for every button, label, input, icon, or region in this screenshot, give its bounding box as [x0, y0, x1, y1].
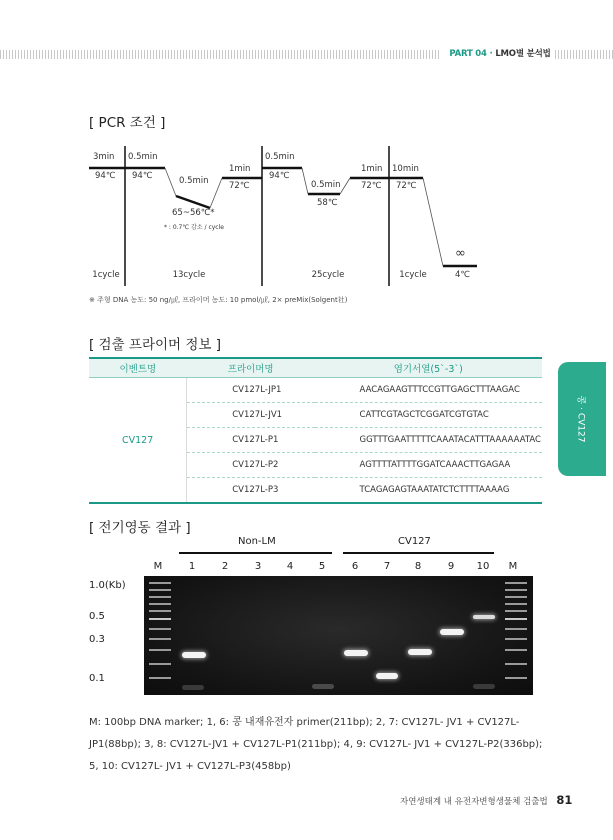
lane-label: 3 — [254, 561, 262, 572]
lane-label: 4 — [286, 561, 294, 572]
primer-sequence-cell: GGTTTGAATTTTTCAAATACATTTAAAAAATAC — [315, 428, 542, 453]
faint-band — [312, 684, 334, 689]
pcr-cycle-label-3: 25cycle — [311, 270, 345, 280]
gel-caption: M: 100bp DNA marker; 1, 6: 콩 내재유전자 primer(211bp); 2, 7: CV127L- JV1 + CV127L-JP1(88bp); 3, 8: CV127L-JV1 + CV127L-P1(211bp); 4, 9: CV127L- JV1 + CV127L-P2(336bp); 5, 10: CV127L- JV1 + CV127L-P3(458bp) — [89, 717, 543, 772]
pcr-time-0-5min-a: 0.5min — [128, 152, 158, 162]
y-label-0-3: 0.3 — [89, 634, 105, 645]
gel-image — [144, 576, 533, 695]
marker-band — [505, 610, 527, 612]
marker-band — [149, 638, 171, 640]
pcr-temp-94-a: 94℃ — [132, 171, 153, 181]
y-label-0-1: 0.1 — [89, 673, 105, 684]
lane-label: 2 — [221, 561, 229, 572]
group-line-nonlm — [179, 552, 332, 554]
marker-band — [149, 677, 171, 679]
pcr-temp-58: 58℃ — [317, 198, 338, 208]
primer-table — [89, 357, 542, 504]
marker-band — [505, 677, 527, 679]
sample-band-lane-1 — [182, 652, 206, 658]
marker-band — [149, 618, 171, 620]
primer-name-cell: CV127L-P2 — [187, 453, 315, 478]
primer-section-title: [ 검출 프라이머 정보 ] — [89, 337, 222, 353]
marker-band — [505, 663, 527, 665]
table-row — [89, 378, 542, 403]
lane-label: 6 — [351, 561, 359, 572]
pcr-temp-note: * : 0.7℃ 감소 / cycle — [164, 224, 224, 231]
footer-book-title: 자연생태계 내 유전자변형생물체 검출법 — [400, 797, 548, 807]
pcr-temp-94-initial: 94℃ — [95, 171, 116, 181]
group-label-nonlm: Non-LM — [238, 536, 276, 547]
marker-band — [505, 589, 527, 591]
primer-sequence-cell: CATTCGTAGCTCGGATCGTGTAC — [315, 403, 542, 428]
pcr-temp-72-a: 72℃ — [229, 181, 250, 191]
primer-name-cell: CV127L-P1 — [187, 428, 315, 453]
event-name-cell: CV127 — [89, 378, 187, 504]
page-footer — [400, 793, 572, 807]
primer-name-cell: CV127L-JV1 — [187, 403, 315, 428]
pcr-time-0-5min-c: 0.5min — [265, 152, 295, 162]
primer-name-cell: CV127L-JP1 — [187, 378, 315, 403]
pcr-time-1min-a: 1min — [229, 164, 251, 174]
pcr-footnote: ※ 주형 DNA 농도: 50 ng/㎕, 프라이머 농도: 10 pmol/㎕, 2× preMix(Solgent社) — [89, 296, 348, 304]
part-label: PART 04 — [449, 49, 487, 59]
chapter-side-tab — [558, 362, 606, 476]
primer-name-cell: CV127L-P3 — [187, 478, 315, 504]
page-number: 81 — [556, 793, 573, 807]
sample-band-lane-6 — [344, 650, 368, 656]
group-line-cv127 — [343, 552, 494, 554]
pcr-infinity: ∞ — [455, 246, 466, 261]
pcr-cycle-label-1: 1cycle — [92, 270, 120, 280]
pcr-time-1min-b: 1min — [361, 164, 383, 174]
part-header — [444, 47, 556, 59]
marker-band — [505, 628, 527, 630]
gel-section-title: [ 전기영동 결과 ] — [89, 520, 191, 536]
faint-band — [182, 685, 204, 690]
pcr-temp-94-b: 94℃ — [269, 171, 290, 181]
primer-sequence-cell: TCAGAGAGTAAATATCTCTTTTAAAAG — [315, 478, 542, 504]
lane-label: 1 — [188, 561, 196, 572]
pcr-profile-lines — [89, 146, 489, 286]
marker-band — [149, 649, 171, 651]
primer-sequence-cell: AGTTTTATTTTGGATCAAACTTGAGAA — [315, 453, 542, 478]
header-primer: 프라이머명 — [187, 358, 315, 378]
marker-band — [149, 589, 171, 591]
part-dot: · — [489, 49, 493, 59]
pcr-temp-4: 4℃ — [455, 270, 470, 280]
pcr-section-title: [ PCR 조건 ] — [89, 115, 166, 131]
marker-band — [505, 603, 527, 605]
pcr-time-0-5min-d: 0.5min — [311, 180, 341, 190]
sample-band-lane-7 — [376, 673, 398, 679]
lane-label: 10 — [476, 561, 490, 572]
lane-label: 5 — [318, 561, 326, 572]
primer-table-header — [89, 358, 542, 378]
marker-band — [149, 603, 171, 605]
pcr-time-10min: 10min — [392, 164, 419, 174]
sample-band-lane-9 — [440, 629, 464, 635]
marker-band — [149, 582, 171, 584]
lane-label: 9 — [447, 561, 455, 572]
pcr-temp-72-b: 72℃ — [361, 181, 382, 191]
marker-band — [149, 610, 171, 612]
sample-band-lane-8 — [408, 649, 432, 655]
pcr-time-3min: 3min — [93, 152, 115, 162]
lane-label: M — [508, 561, 518, 572]
pcr-cycle-label-4: 1cycle — [399, 270, 427, 280]
chapter-side-tab-label: 콩 · CV127 — [575, 395, 586, 443]
pcr-profile-diagram — [89, 146, 489, 286]
pcr-cycle-label-2: 13cycle — [172, 270, 206, 280]
part-title: LMO별 분석법 — [495, 49, 551, 59]
marker-band — [505, 596, 527, 598]
y-label-1kb: 1.0(Kb) — [89, 580, 126, 591]
pcr-temp-range: 65~56℃* — [172, 208, 215, 218]
lane-label: M — [153, 561, 163, 572]
marker-band — [149, 663, 171, 665]
header-event: 이벤트명 — [89, 358, 187, 378]
group-label-cv127: CV127 — [398, 536, 431, 547]
header-hatch-left — [0, 50, 440, 59]
header-sequence: 염기서열(5`-3`) — [315, 358, 542, 378]
sample-band-lane-10 — [473, 615, 495, 619]
pcr-time-0-5min-b: 0.5min — [179, 176, 209, 186]
primer-sequence-cell: AACAGAAGTTTCCGTTGAGCTTTAAGAC — [315, 378, 542, 403]
header-hatch-right — [555, 50, 613, 59]
marker-band — [149, 628, 171, 630]
y-label-0-5: 0.5 — [89, 611, 105, 622]
marker-band — [149, 596, 171, 598]
faint-band — [473, 684, 495, 689]
marker-band — [505, 582, 527, 584]
marker-band — [505, 638, 527, 640]
lane-label: 8 — [414, 561, 422, 572]
marker-band — [505, 618, 527, 620]
marker-band — [505, 649, 527, 651]
pcr-temp-72-c: 72℃ — [396, 181, 417, 191]
lane-label: 7 — [383, 561, 391, 572]
